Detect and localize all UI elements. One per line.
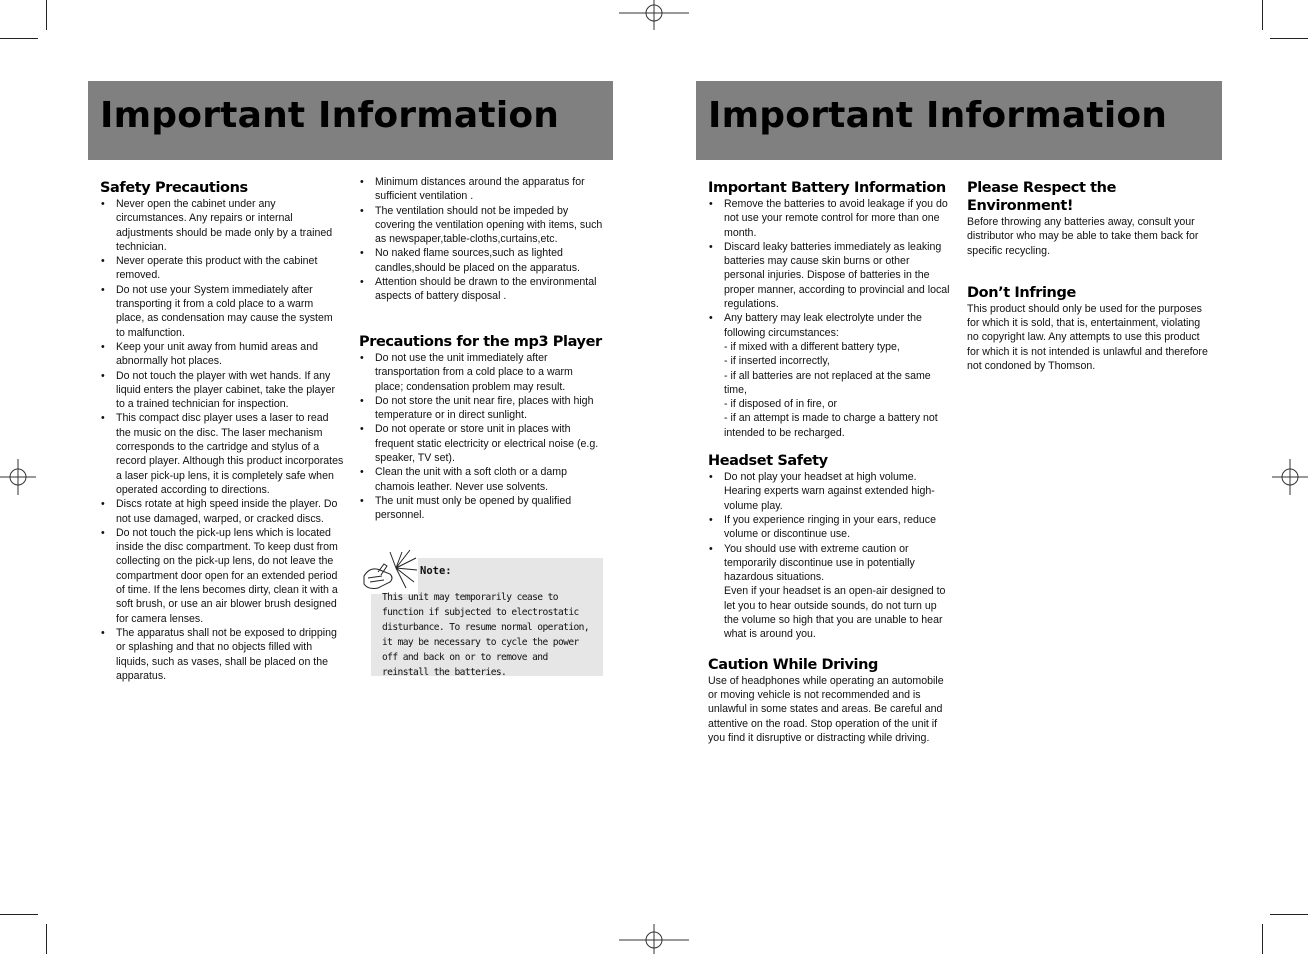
list-item: • Attention should be drawn to the environmental aspects of battery disposal . [359, 275, 603, 304]
section-heading: Safety Precautions [100, 180, 248, 196]
section-heading: Please Respect the Environment! [967, 180, 1117, 214]
safety-precautions-section [100, 179, 344, 683]
sub-item: - if mixed with a different battery type, [724, 340, 900, 353]
registration-mark-icon [619, 0, 689, 30]
list-item: • Do not use the unit immediately after transportation from a cold place to a warm place; condensation problem may result. [359, 351, 603, 394]
crop-mark [0, 914, 38, 915]
list-item: • Keep your unit away from humid areas and abnormally hot places. [100, 340, 344, 369]
list-item: • Discard leaky batteries immediately as leaking batteries may cause skin burns or other personal injuries. Dispose of batteries in the proper manner, according to provincial and local regulations. [708, 240, 952, 311]
mp3-precautions-section [359, 333, 603, 523]
note-label: Note: [420, 565, 452, 577]
section-heading: Don’t Infringe [967, 284, 1076, 301]
sub-item: - if disposed of in fire, or [724, 398, 838, 411]
note-box [360, 548, 604, 676]
paragraph: Before throwing any batteries away, consult your distributor who may be able to take them back for specific recycling. [967, 216, 1199, 257]
page-title: Important Information [708, 95, 1168, 136]
list-item: • The ventilation should not be impeded by covering the ventilation opening with items, such as newspaper,table-cloths,curtains,etc. [359, 204, 603, 247]
registration-mark-icon [0, 459, 36, 495]
crop-mark [1262, 924, 1263, 954]
section-heading: Caution While Driving [708, 656, 879, 673]
list-item: • Never operate this product with the cabinet removed. [100, 254, 344, 283]
list-item: • Do not use your System immediately after transporting it from a cold place to a warm place, as condensation may cause the system to malfunction. [100, 283, 344, 340]
crop-mark [1270, 914, 1308, 915]
paragraph: This product should only be used for the purposes for which it is sold, that is, entertainment, violating no copyright law. Any attempts to use this product for which it is not intended is unlawful and therefore not condoned by Thomson. [967, 302, 1208, 373]
bullet-list [100, 197, 344, 683]
sub-item: - if all batteries are not replaced at the same time, [724, 369, 931, 396]
list-item: • Do not operate or store unit in places with frequent static electricity or electrical noise (e.g. speaker, TV set). [359, 422, 603, 465]
list-item: • No naked flame sources,such as lighted candles,should be placed on the apparatus. [359, 246, 603, 275]
section-heading: Important Battery Information [708, 180, 946, 196]
list-item: • Clean the unit with a soft cloth or a damp chamois leather. Never use solvents. [359, 465, 603, 494]
list-item: • Do not store the unit near fire, places with high temperature or in direct sunlight. [359, 394, 603, 423]
bullet-list [359, 175, 603, 304]
section-heading: Precautions for the mp3 Player [359, 334, 602, 350]
list-item [708, 542, 952, 642]
right-column-right [967, 179, 1213, 373]
list-item: • Minimum distances around the apparatus for sufficient ventilation . [359, 175, 603, 204]
crop-mark [1270, 38, 1308, 39]
list-item-extra: Even if your headset is an open-air designed to let you to hear outside sounds, do not turn up the volume so high that you are unable to hear what is around you. [724, 585, 946, 641]
list-item-text: You should use with extreme caution or temporarily discontinue use in potentially hazardous situations. [724, 542, 915, 584]
title-banner [88, 81, 613, 160]
list-item: • Remove the batteries to avoid leakage if you do not use your remote control for more than one month. [708, 197, 952, 240]
crop-mark [46, 0, 47, 30]
sub-item: - if inserted incorrectly, [724, 355, 830, 368]
page-title: Important Information [100, 95, 560, 136]
list-item: • Discs rotate at high speed inside the player. Do not use damaged, warped, or cracked discs. [100, 497, 344, 526]
list-item: • Never open the cabinet under any circumstances. Any repairs or internal adjustments should be made only by a trained technician. [100, 197, 344, 254]
list-item: • If you experience ringing in your ears, reduce volume or discontinue use. [708, 513, 952, 542]
bullet-list [708, 470, 952, 642]
crop-mark [0, 38, 38, 39]
crop-mark [46, 924, 47, 954]
right-column-left [708, 179, 952, 745]
note-writing-hand-icon [360, 548, 418, 594]
crop-mark [1262, 0, 1263, 30]
list-item-text: Any battery may leak electrolyte under the following circumstances: [724, 312, 922, 339]
list-item: • This compact disc player uses a laser to read the music on the disc. The laser mechanism corresponds to the cartridge and stylus of a record player. Although this product incorporates a laser pick-up lens, it is completely safe when operated according to directions. [100, 411, 344, 497]
note-text: This unit may temporarily cease to function if subjected to electrostatic disturbance. To resume normal operation, it may be necessary to cycle the power off and back on or to remove and reinstall the batteries. [382, 592, 590, 678]
list-item [708, 311, 952, 440]
list-item: • Do not touch the pick-up lens which is located inside the disc compartment. To keep dust from collecting on the pick-up lens, do not leave the compartment door open for an extended period of time. If the lens becomes dirty, clean it with a soft brush, or use an air blower brush designed for camera lenses. [100, 526, 344, 626]
sub-item: - if an attempt is made to charge a battery not intended to be recharged. [724, 412, 938, 439]
list-item: • The unit must only be opened by qualified personnel. [359, 494, 603, 523]
list-item: • Do not play your headset at high volume. Hearing experts warn against extended high-volume play. [708, 470, 952, 513]
paragraph: Use of headphones while operating an automobile or moving vehicle is not recommended and is unlawful in some states and areas. Be careful and attentive on the road. Stop operation of the unit if you find it disruptive or distracting while driving. [708, 674, 944, 744]
section-heading: Headset Safety [708, 453, 828, 470]
bullet-list [708, 197, 952, 440]
registration-mark-icon [1272, 459, 1308, 495]
registration-mark-icon [619, 924, 689, 954]
list-item: • The apparatus shall not be exposed to dripping or splashing and that no objects filled with liquids, such as vases, shall be placed on the apparatus. [100, 626, 344, 683]
list-item: • Do not touch the player with wet hands. If any liquid enters the player cabinet, take the player to a trained technician for inspection. [100, 369, 344, 412]
title-banner [696, 81, 1222, 160]
safety-precautions-continued [359, 175, 603, 304]
bullet-list [359, 351, 603, 523]
